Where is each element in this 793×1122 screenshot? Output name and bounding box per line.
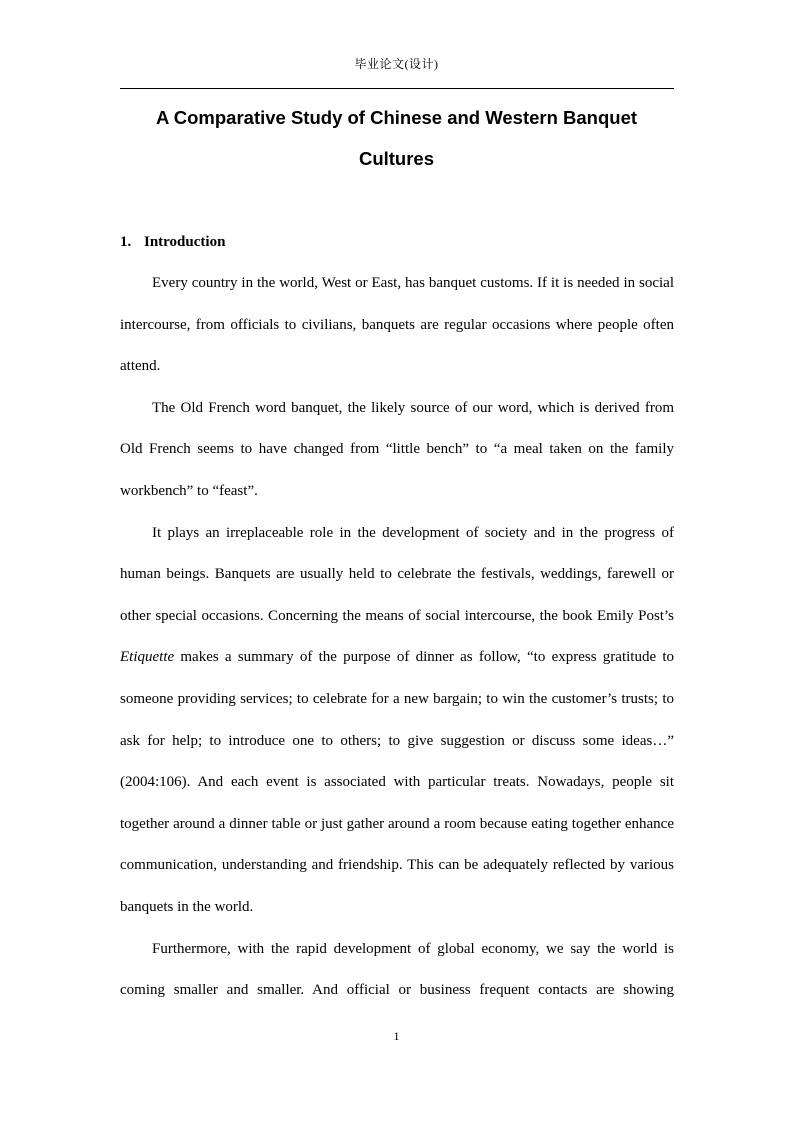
page-header: 毕业论文(设计) bbox=[354, 57, 439, 71]
book-title-italic: Etiquette bbox=[120, 649, 175, 666]
body-text bbox=[120, 263, 674, 1012]
paragraph-3 bbox=[120, 513, 674, 929]
page-number: 1 bbox=[393, 1029, 400, 1043]
paragraph-4: Furthermore, with the rapid development of global economy, we say the world is coming smaller and smaller. And official or business frequent contacts are showing bbox=[120, 940, 674, 999]
document-title-line-1: A Comparative Study of Chinese and Western Banquet bbox=[155, 107, 638, 128]
paragraph-2: The Old French word banquet, the likely source of our word, which is derived from Old French seems to have changed from “little bench” to “a meal taken on the family workbench” to “feast”. bbox=[120, 399, 674, 499]
paragraph-3-part-2: makes a summary of the purpose of dinner as follow, “to express gratitude to someone providing services; to celebrate for a new bargain; to win the customer’s trusts; to ask for help; to introduce one to others; to give suggestion or discuss some ideas…” (2004:106). And each event is associated with particular treats. Nowadays, people sit together around a dinner table or just gather around a room because eating together enhance communication, understanding and friendship. This can be adequately reflected by various banquets in the world. bbox=[120, 649, 674, 915]
header-divider bbox=[120, 88, 674, 89]
section-heading bbox=[120, 232, 225, 252]
section-number: 1. bbox=[120, 234, 132, 250]
paragraph-3-part-1: It plays an irreplaceable role in the development of society and in the progress of human beings. Banquets are usually held to celebrate the festivals, weddings, farewell or other special occasions. Concerning the means of social intercourse, the book Emily Post’s bbox=[120, 524, 674, 624]
document-title-line-2: Cultures bbox=[358, 148, 435, 169]
section-title: Introduction bbox=[144, 234, 226, 250]
paragraph-1: Every country in the world, West or East, has banquet customs. If it is needed in social intercourse, from officials to civilians, banquets are regular occasions where people often attend. bbox=[120, 275, 674, 375]
